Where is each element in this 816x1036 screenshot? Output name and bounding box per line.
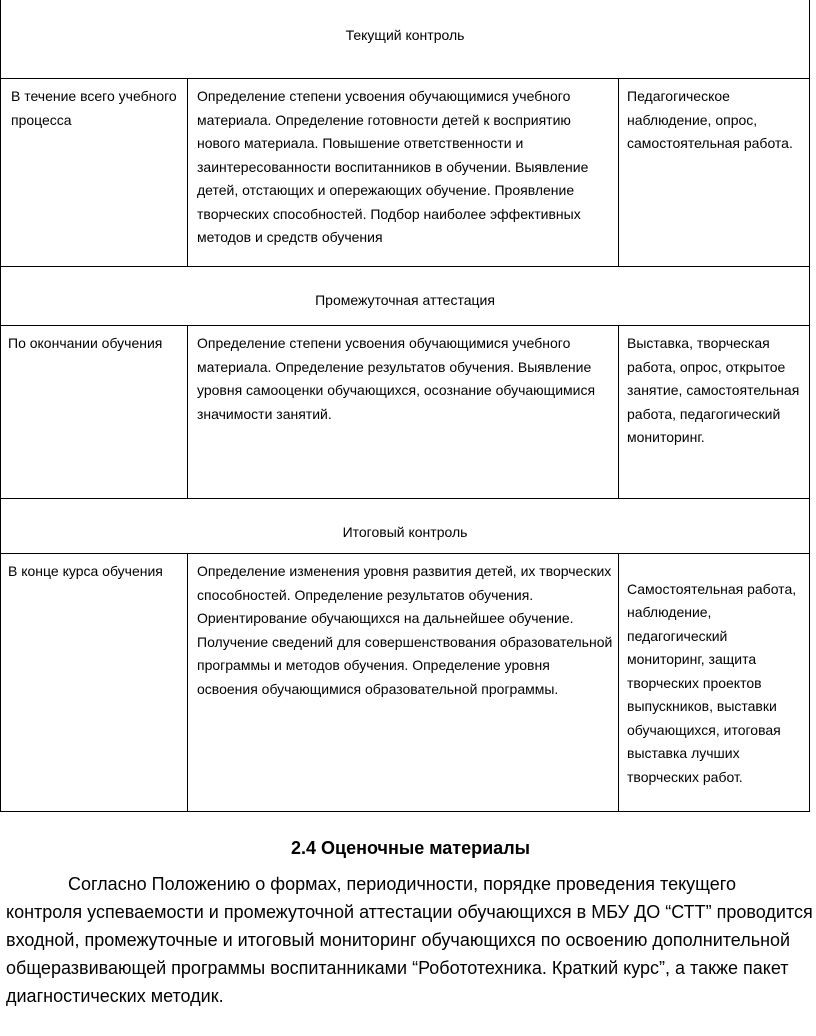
table-header-row [1,499,810,554]
table-row [1,326,810,499]
forms-cell [619,326,810,499]
purpose-text: Определение степени усвоения обучающимися учебного материала. Определение результатов обучения. Выявление уровня самооценки обучающихся, осознание обучающимися значимости занятий. [197,335,596,422]
purpose-cell [188,79,619,267]
final-control-header [1,499,810,554]
intermediate-attestation-header [1,267,810,326]
period-cell [1,79,188,267]
purpose-text: Определение степени усвоения обучающимися учебного материала. Определение готовности детей к восприятию нового материала. Повышение ответственности и заинтересованности воспитанников в обучении. Выявление детей, отстающих и опережающих обучение. Проявление творческих способностей. Подбор наиболее эффективных методов и средств обучения [197,88,589,245]
current-control-header [1,0,810,79]
forms-text: Самостоятельная работа, наблюдение, педагогический мониторинг, защита творческих проектов выпускников, выставки обучающихся, итоговая выставка лучших творческих работ. [627,580,797,785]
current-control-header-text: Текущий контроль [345,27,465,43]
evaluation-materials-section [0,828,816,1010]
period-text: По окончании обучения [8,335,163,351]
table-header-row [1,267,810,326]
final-control-header-text: Итоговый контроль [342,524,468,540]
purpose-cell [188,326,619,499]
forms-cell [619,554,810,812]
table-row [1,554,810,812]
period-text: В течение всего учебного процесса [11,88,177,128]
period-text: В конце курса обучения [8,563,163,579]
section-paragraph: Согласно Положению о формах, периодичности, порядке проведения текущего контроля успеваемости и промежуточной аттестации обучающихся в МБУ ДО “СТТ” проводится входной, промежуточные и итоговый мониторинг обучающихся по освоению дополнительной общеразвивающей программы воспитанниками “Робототехника. Краткий курс”, а также пакет диагностических методик. [6,874,813,1006]
forms-text: Педагогическое наблюдение, опрос, самостоятельная работа. [627,88,793,151]
period-cell [1,326,188,499]
forms-cell [619,79,810,267]
table-header-row [1,0,810,79]
forms-text: Выставка, творческая работа, опрос, открытое занятие, самостоятельная работа, педагогический мониторинг. [627,335,800,445]
table-row [1,79,810,267]
purpose-text: Определение изменения уровня развития детей, их творческих способностей. Определение результатов обучения. Ориентирование обучающихся на дальнейшее обучение. Получение сведений для совершенствования образовательной программы и методов обучения. Определение уровня освоения обучающимися образовательной программы. [197,563,613,697]
section-heading: 2.4 Оценочные материалы [290,838,531,858]
period-cell [1,554,188,812]
purpose-cell [188,554,619,812]
intermediate-attestation-header-text: Промежуточная аттестация [315,292,495,308]
